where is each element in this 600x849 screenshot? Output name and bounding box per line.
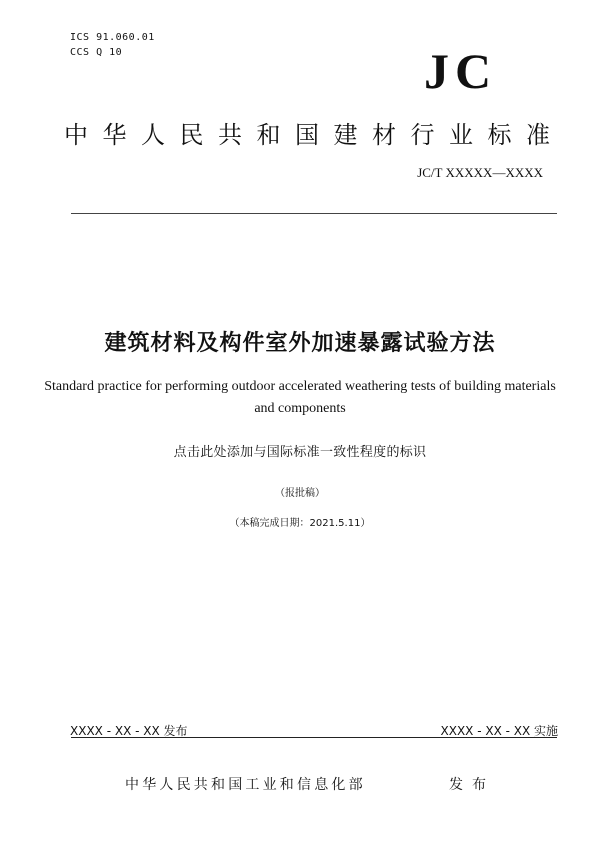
standard-number: JC/T XXXXX—XXXX — [417, 165, 543, 180]
industry-standard-title: 中华人民共和国建材行业标准 — [64, 121, 565, 149]
publish-date: XXXX - XX - XX 发布 — [70, 724, 188, 738]
consistency-placeholder[interactable]: 点击此处添加与国际标准一致性程度的标识 — [173, 445, 427, 460]
footer-rule — [71, 737, 557, 738]
header-rule — [71, 213, 557, 214]
ics-code: ICS 91.060.01 — [70, 32, 155, 43]
document-title-english: Standard practice for performing outdoor accelerated weathering tests of building materials and components — [44, 379, 556, 416]
completion-date-label: （本稿完成日期：2021.5.11） — [229, 518, 371, 529]
implementation-date: XXXX - XX - XX 实施 — [440, 724, 558, 738]
document-title-chinese: 建筑材料及构件室外加速暴露试验方法 — [104, 331, 496, 356]
ccs-code: CCS Q 10 — [70, 47, 123, 58]
draft-stage-label: （报批稿） — [275, 488, 325, 499]
issue-label: 发布 — [449, 777, 495, 793]
jc-logo: JC — [424, 43, 498, 99]
issuing-authority: 中华人民共和国工业和信息化部 — [125, 777, 366, 793]
